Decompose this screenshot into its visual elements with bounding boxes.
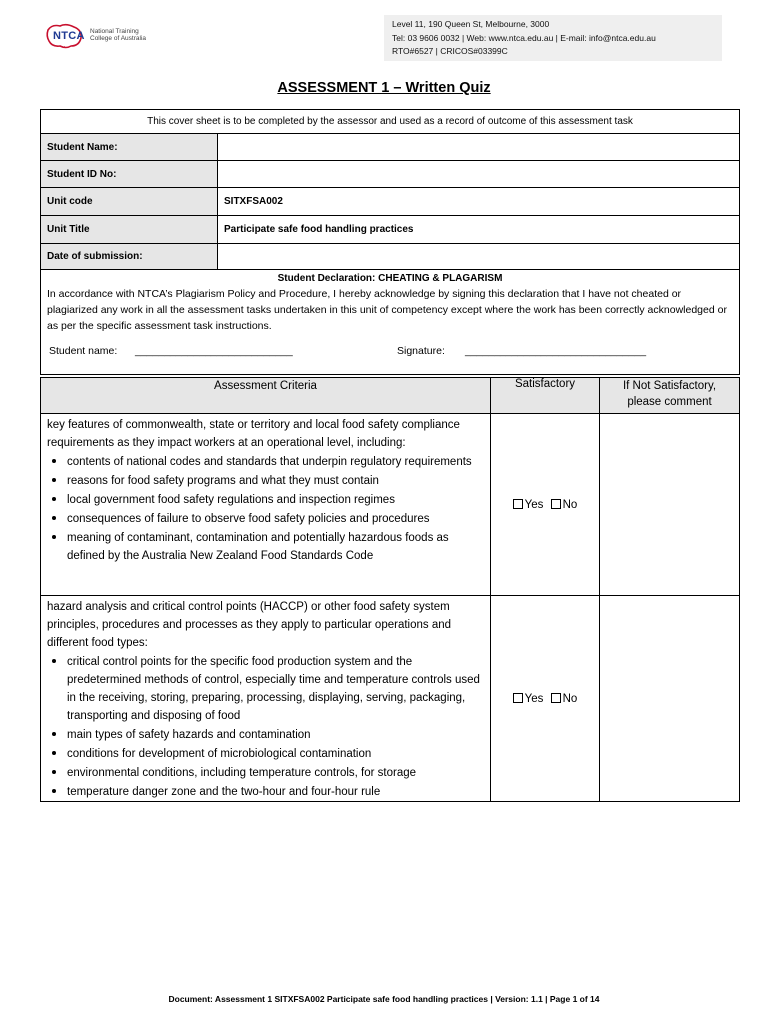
- no-label: No: [562, 692, 578, 705]
- no-label: No: [562, 498, 578, 511]
- satisfactory-header: Satisfactory: [491, 378, 600, 414]
- criteria-item: • consequences of failure to observe food safety policies and procedures: [67, 509, 484, 528]
- criteria-item: • environmental conditions, including temperature controls, for storage: [67, 763, 484, 782]
- declaration-row: [41, 270, 740, 375]
- student-name-field[interactable]: [218, 134, 740, 161]
- date-of-submission-field[interactable]: [218, 244, 740, 270]
- logo-line-2: College of Australia: [90, 35, 147, 42]
- logo-tagline: [90, 28, 146, 42]
- contact-rto-cricos: RTO#6527 | CRICOS#03399C: [392, 46, 508, 56]
- unit-title-value: Participate safe food handling practices: [218, 216, 740, 244]
- criteria-row-2: [41, 596, 740, 802]
- contact-box: [384, 15, 722, 61]
- signature-label: Signature:: [397, 345, 445, 357]
- declaration-text: In accordance with NTCA’s Plagiarism Policy and Procedure, I hereby acknowledge by signing this declaration that I have not cheated or plagiarized any work in all the assessment tasks undertaken in this unit of competency except where the work has been correctly acknowledged or as per the specific assessment task instructions.: [47, 288, 727, 332]
- page-title: ASSESSMENT 1 – Written Quiz: [277, 80, 491, 96]
- student-name-sign-field[interactable]: ___________________________: [135, 345, 293, 357]
- yes-label: Yes: [524, 498, 544, 511]
- cover-row-student-name: [41, 134, 740, 161]
- unit-title-label: Unit Title: [41, 216, 218, 244]
- student-id-field[interactable]: [218, 161, 740, 188]
- unit-code-label: Unit code: [41, 188, 218, 216]
- date-of-submission-label: Date of submission:: [41, 244, 218, 270]
- criteria-item: • local government food safety regulations and inspection regimes: [67, 490, 484, 509]
- criteria-item: • critical control points for the specific food production system and the predetermined methods of control, especially time and temperature controls used in the receiving, storing, preparing, processing, displaying, serving, packaging, transporting and disposing of food: [67, 652, 484, 725]
- declaration-signature-line: [47, 345, 733, 361]
- criteria-item: • contents of national codes and standards that underpin regulatory requirements: [67, 452, 484, 471]
- criteria-item: • conditions for development of microbiological contamination: [67, 744, 484, 763]
- cover-row-date-of-submission: [41, 244, 740, 270]
- logo-line-1: National Training: [90, 28, 139, 35]
- student-name-label: Student Name:: [41, 134, 218, 161]
- criteria-item: • main types of safety hazards and contamination: [67, 725, 484, 744]
- cover-sheet-intro: This cover sheet is to be completed by the assessor and used as a record of outcome of this assessment task: [41, 110, 740, 134]
- criteria-header-row: [41, 378, 740, 414]
- yes-checkbox[interactable]: [513, 693, 523, 703]
- criteria-text-2: [41, 596, 491, 802]
- declaration-title: Student Declaration: CHEATING & PLAGARISM: [277, 273, 503, 284]
- page-footer: Document: Assessment 1 SITXFSA002 Participate safe food handling practices | Version: 1.1 | Page 1 of 14: [168, 994, 600, 1004]
- contact-address: Level 11, 190 Queen St, Melbourne, 3000: [392, 19, 550, 29]
- criteria-header: Assessment Criteria: [41, 378, 491, 414]
- yes-label: Yes: [524, 692, 544, 705]
- signature-field[interactable]: _______________________________: [465, 345, 647, 357]
- student-name-sign-label: Student name:: [49, 345, 118, 357]
- criteria-intro-2: hazard analysis and critical control points (HACCP) or other food safety system principles, procedures and processes as they apply to particular operations and different food types:: [47, 601, 452, 649]
- student-declaration: [41, 270, 740, 375]
- criteria-intro-1: key features of commonwealth, state or territory and local food safety compliance requirements as they impact workers at an operational level, including:: [47, 419, 460, 449]
- cover-row-unit-code: [41, 188, 740, 216]
- cover-row-student-id: [41, 161, 740, 188]
- comment-header: If Not Satisfactory, please comment: [600, 378, 740, 414]
- cover-row-unit-title: [41, 216, 740, 244]
- criteria-item: • temperature danger zone and the two-hour and four-hour rule: [67, 782, 484, 801]
- no-checkbox[interactable]: [551, 693, 561, 703]
- unit-code-value: SITXFSA002: [218, 188, 740, 216]
- no-checkbox[interactable]: [551, 499, 561, 509]
- assessment-criteria-table: [40, 377, 740, 802]
- satisfactory-cell-1: [491, 414, 600, 596]
- criteria-item: • reasons for food safety programs and what they must contain: [67, 471, 484, 490]
- criteria-text-1: [41, 414, 491, 596]
- cover-sheet-table: [40, 109, 740, 375]
- criteria-item: • meaning of contaminant, contamination and potentially hazardous foods as defined by the Australia New Zealand Food Standards Code: [67, 528, 484, 565]
- yes-checkbox[interactable]: [513, 499, 523, 509]
- criteria-row-1: [41, 414, 740, 596]
- satisfactory-cell-2: [491, 596, 600, 802]
- logo-wordmark: NTCA: [53, 30, 85, 42]
- ntca-logo: [44, 22, 174, 62]
- criteria-list-2: [47, 652, 484, 801]
- criteria-list-1: [47, 452, 484, 565]
- contact-phone-web-email: Tel: 03 9606 0032 | Web: www.ntca.edu.au | E-mail: info@ntca.edu.au: [392, 32, 656, 43]
- comment-cell-2[interactable]: [600, 596, 740, 802]
- student-id-label: Student ID No:: [41, 161, 218, 188]
- comment-cell-1[interactable]: [600, 414, 740, 596]
